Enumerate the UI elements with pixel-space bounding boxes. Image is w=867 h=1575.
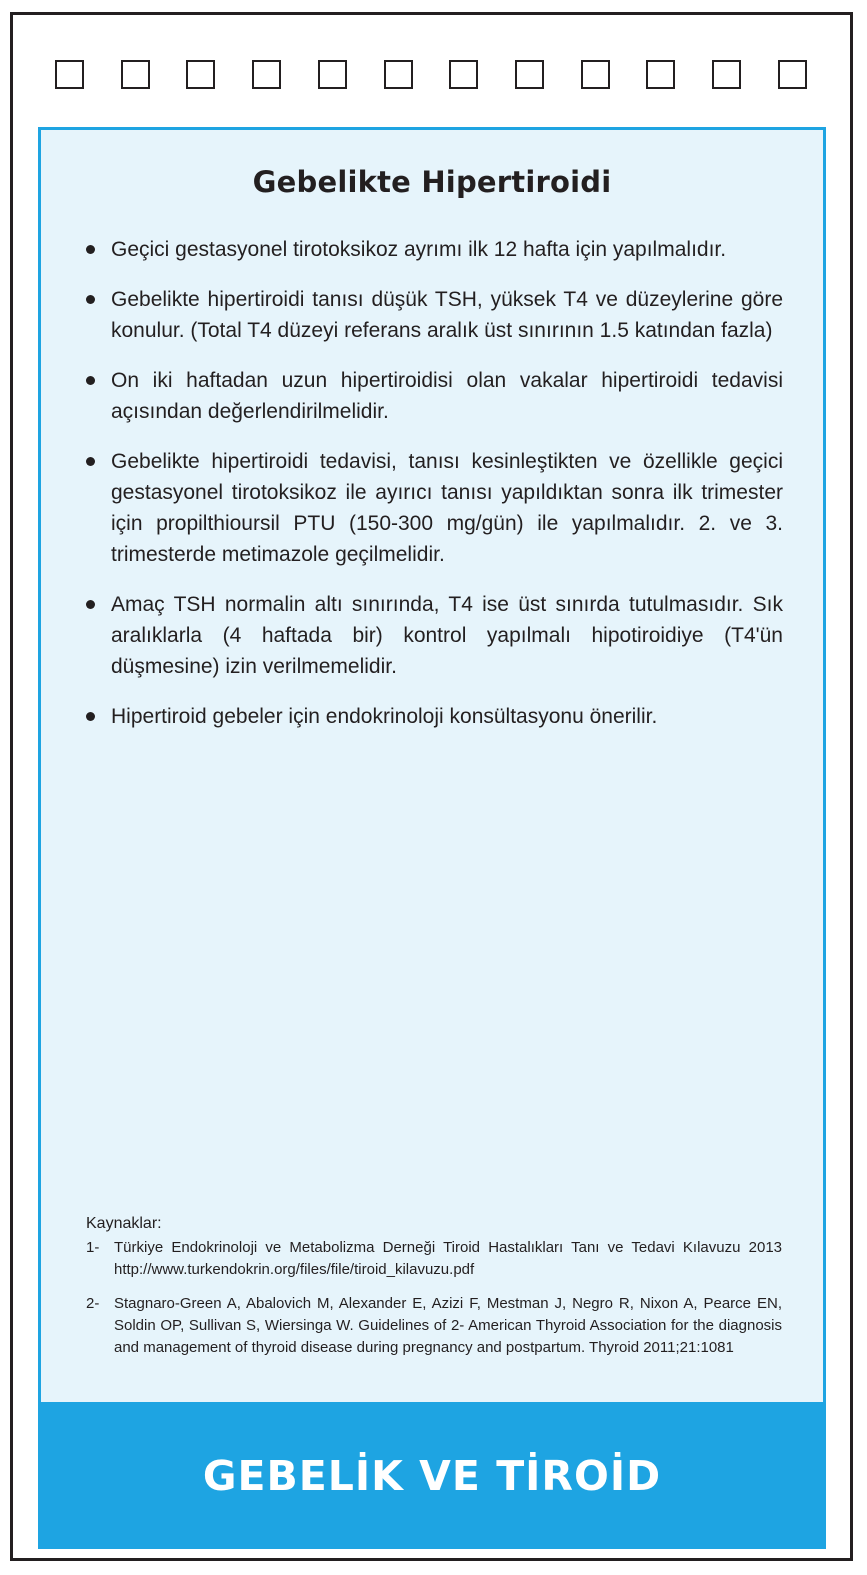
reference-item [86, 1293, 782, 1359]
bullet-item [83, 284, 783, 346]
info-card [38, 127, 826, 1549]
checkbox-9[interactable] [581, 60, 610, 89]
reference-text: Stagnaro-Green A, Abalovich M, Alexander E, Azizi F, Mestman J, Negro R, Nixon A, Pearce EN, Soldin OP, Sullivan S, Wiersinga W. Guidelines of 2- American Thyroid Association for the diagnosis and management of thyroid disease during pregnancy and postpartum. Thyroid 2011;21:1081 [114, 1295, 782, 1356]
bullet-dot-icon [86, 457, 95, 466]
checkbox-1[interactable] [55, 60, 84, 89]
bullet-dot-icon [86, 295, 95, 304]
references [86, 1213, 782, 1371]
reference-item [86, 1237, 782, 1281]
bullet-item [83, 234, 783, 265]
checkbox-6[interactable] [384, 60, 413, 89]
checkbox-11[interactable] [712, 60, 741, 89]
bullet-text: Hipertiroid gebeler için endokrinoloji konsültasyonu önerilir. [111, 705, 658, 728]
checkbox-2[interactable] [121, 60, 150, 89]
bullet-text: Geçici gestasyonel tirotoksikoz ayrımı ilk 12 hafta için yapılmalıdır. [111, 238, 727, 261]
footer-banner [41, 1402, 823, 1546]
checkbox-4[interactable] [252, 60, 281, 89]
bullet-text: Amaç TSH normalin altı sınırında, T4 ise üst sınırda tutulmasıdır. Sık aralıklarla (4 haftada bir) kontrol yapılmalı hipotiroidiye (T4'ün düşmesine) izin verilmemelidir. [111, 593, 783, 678]
card-title: Gebelikte Hipertiroidi [252, 165, 612, 199]
checkbox-12[interactable] [778, 60, 807, 89]
banner-title: GEBELİK VE TİROİD [202, 1452, 662, 1500]
reference-text: Türkiye Endokrinoloji ve Metabolizma Derneği Tiroid Hastalıkları Tanı ve Tedavi Kılavuzu 2013 http://www.turkendokrin.org/files/file/tiroid_kilavuzu.pdf [114, 1239, 782, 1278]
bullet-item [83, 589, 783, 682]
bullet-item [83, 446, 783, 570]
bullet-dot-icon [86, 376, 95, 385]
checkbox-8[interactable] [515, 60, 544, 89]
checkbox-3[interactable] [186, 60, 215, 89]
bullet-dot-icon [86, 245, 95, 254]
references-heading: Kaynaklar: [86, 1215, 162, 1232]
bullet-item [83, 365, 783, 427]
reference-number: 1- [86, 1239, 100, 1256]
bullet-text: On iki haftadan uzun hipertiroidisi olan vakalar hipertiroidi tedavisi açısından değerlendirilmelidir. [111, 369, 783, 423]
bullet-text: Gebelikte hipertiroidi tanısı düşük TSH, yüksek T4 ve düzeylerine göre konulur. (Total T4 düzeyi referans aralık üst sınırının 1.5 katından fazla) [111, 288, 783, 342]
bullet-item [83, 701, 783, 732]
checkbox-10[interactable] [646, 60, 675, 89]
checkbox-7[interactable] [449, 60, 478, 89]
bullet-dot-icon [86, 600, 95, 609]
bullet-text: Gebelikte hipertiroidi tedavisi, tanısı kesinleştikten ve özellikle geçici gestasyonel tirotoksikoz ile ayırıcı tanısı yapıldıktan sonra ilk trimester için propilthioursil PTU (150-300 mg/gün) ile yapılmalıdır. 2. ve 3. trimesterde metimazole geçilmelidir. [111, 450, 783, 566]
bullet-list [83, 234, 783, 751]
bullet-dot-icon [86, 712, 95, 721]
checkbox-5[interactable] [318, 60, 347, 89]
reference-number: 2- [86, 1295, 100, 1312]
checkbox-row [55, 60, 807, 93]
